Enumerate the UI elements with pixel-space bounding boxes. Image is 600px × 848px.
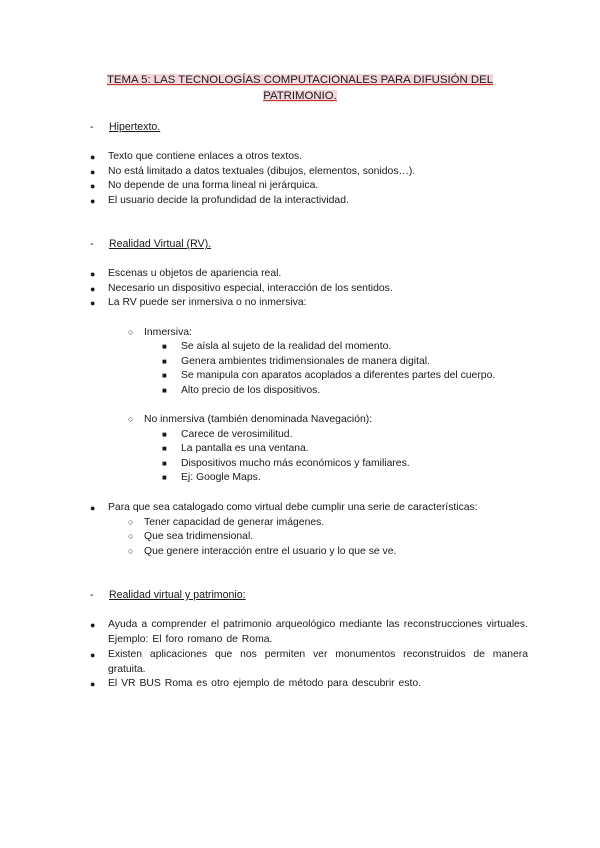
- circle-bullet-icon: ○: [128, 414, 134, 424]
- square-bullet-icon: ■: [162, 473, 167, 482]
- square-bullet-icon: ■: [162, 342, 167, 351]
- bullet-icon: ●: [90, 679, 96, 689]
- square-bullet-icon: ■: [162, 386, 167, 395]
- bullet-icon: ●: [90, 152, 96, 162]
- bullet-icon: ●: [90, 650, 96, 660]
- title-line-2: PATRIMONIO.: [263, 90, 337, 102]
- circle-bullet-icon: ○: [128, 531, 134, 541]
- page-title: [85, 72, 515, 104]
- circle-bullet-icon: ○: [128, 327, 134, 337]
- document-page: TEMA 5: LAS TECNOLOGÍAS COMPUTACIONALES PARA DIFUSIÓN DEL PATRIMONIO. - Hipertexto. ● Texto que contiene enlaces a otros textos. ● No está limitado a datos textuales (dibujos, elementos, sonidos…). ● No depende de una forma lineal ni jerárquica. ● El usuario decide la profundidad de la interactividad. - Realidad Virtual (RV). ● Escenas u objetos de apariencia real. ● Necesario un dispositivo especial, interacción de los sentidos. ● La RV puede ser inmersiva o no inmersiva: ○ Inmersiva: ■ Se aísla al sujeto de la realidad del momento. ■ Genera ambientes tridimensionales de manera digital. ■ Se manipula con aparatos acoplados a diferentes partes del cuerpo. ■ Alto precio de los dispositivos. ○ No inmersiva (también denominada Navegación): ■ Carece de verosimilitud. ■ La pantalla es una ventana. ■ Dispositivos mucho más económicos y familiares. ■ Ej: Google Maps. ● Para que sea catalogado como virtual debe cumplir una serie de características: ○ Tener capacidad de generar imágenes. ○ Que sea tridimensional. ○ Que genere interacción entre el usuario y lo que se ve. - Realidad virtual y patrimonio: ● Ayuda a comprender el patrimonio arqueológico mediante las reconstrucciones virtuales. Ejemplo: El foro romano de Roma. ● Existen aplicaciones que nos permiten ver monumentos reconstruidos de manera gratuita. ● El VR BUS Roma es otro ejemplo de método para descubrir esto.: [0, 0, 600, 848]
- list-item: ● El VR BUS Roma es otro ejemplo de método para descubrir esto.: [90, 677, 528, 692]
- circle-bullet-icon: ○: [128, 517, 134, 527]
- bullet-icon: ●: [90, 181, 96, 191]
- bullet-icon: ●: [90, 284, 96, 294]
- square-bullet-icon: ■: [162, 444, 167, 453]
- title-line-1: TEMA 5: LAS TECNOLOGÍAS COMPUTACIONALES PARA DIFUSIÓN DEL: [106, 74, 494, 86]
- bullet-icon: ●: [90, 269, 96, 279]
- bullet-icon: ●: [90, 620, 96, 630]
- section-heading-hipertexto: - Hipertexto.: [90, 121, 161, 133]
- bullet-icon: ●: [90, 503, 96, 513]
- list-item: ● Existen aplicaciones que nos permiten ver monumentos reconstruidos de manera gratuita.: [90, 649, 528, 675]
- dash-marker: -: [90, 238, 94, 250]
- bullet-icon: ●: [90, 196, 96, 206]
- dash-marker: -: [90, 121, 94, 133]
- bullet-icon: ●: [90, 167, 96, 177]
- section-heading-patrimonio: - Realidad virtual y patrimonio:: [90, 589, 246, 601]
- circle-bullet-icon: ○: [128, 546, 134, 556]
- square-bullet-icon: ■: [162, 357, 167, 366]
- bullet-icon: ●: [90, 298, 96, 308]
- dash-marker: -: [90, 589, 94, 601]
- section-heading-rv: - Realidad Virtual (RV).: [90, 238, 212, 250]
- square-bullet-icon: ■: [162, 430, 167, 439]
- list-item: ● Ayuda a comprender el patrimonio arqueológico mediante las reconstrucciones virtuales. Ejemplo: El foro romano de Roma.: [90, 619, 528, 645]
- square-bullet-icon: ■: [162, 371, 167, 380]
- square-bullet-icon: ■: [162, 459, 167, 468]
